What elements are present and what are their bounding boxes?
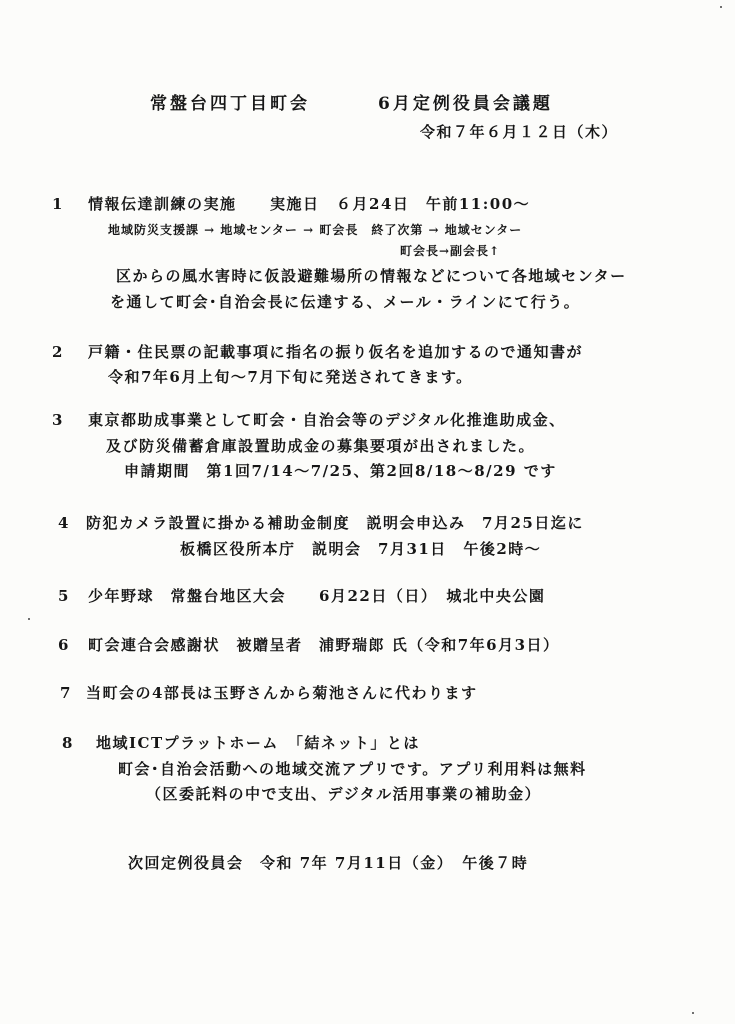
item-1-body-2: を通して町会･自治会長に伝達する、メール・ラインにて行う。 <box>110 293 581 311</box>
item-8-number: 8 <box>62 734 74 752</box>
scan-speck <box>692 1012 694 1014</box>
item-6-number: 6 <box>58 636 70 654</box>
item-3-line-3: 申請期間 第1回7/14～7/25、第2回8/18～8/29 です <box>124 462 557 480</box>
item-4-number: 4 <box>58 514 70 532</box>
item-3-line-2: 及び防災備蓄倉庫設置助成金の募集要項が出されました。 <box>106 437 536 455</box>
item-7-number: 7 <box>60 684 72 702</box>
scan-speck <box>720 6 722 8</box>
item-2-number: 2 <box>52 343 64 361</box>
item-4-line-1: 防犯カメラ設置に掛かる補助金制度 説明会申込み 7月25日迄に <box>86 514 584 532</box>
item-5-number: 5 <box>58 587 70 605</box>
title-meeting: 6月定例役員会議題 <box>378 94 553 114</box>
item-1-body-1: 区からの風水害時に仮設避難場所の情報などについて各地域センター <box>116 267 627 285</box>
item-1-date: 実施日 ６月24日 午前11:00～ <box>270 195 531 213</box>
item-1-number: 1 <box>52 195 64 213</box>
item-1-heading: 情報伝達訓練の実施 <box>88 195 237 213</box>
item-2-line-2: 令和7年6月上旬～7月下旬に発送されてきます。 <box>108 368 473 386</box>
item-8-line-2: 町会･自治会活動への地域交流アプリです。アプリ利用料は無料 <box>118 760 587 778</box>
scan-speck <box>28 618 30 620</box>
item-6-line-1: 町会連合会感謝状 被贈呈者 浦野瑞郎 氏（令和7年6月3日） <box>88 636 560 654</box>
item-1-flow-1: 地域防災支援課 → 地域センター → 町会長 終了次第 → 地域センター <box>108 223 523 237</box>
item-2-line-1: 戸籍・住民票の記載事項に指名の振り仮名を追加するので通知書が <box>88 343 584 361</box>
meeting-date: 令和７年６月１２日（木） <box>420 123 619 141</box>
item-8-line-3: （区委託料の中で支出、デジタル活用事業の補助金） <box>146 785 542 803</box>
item-5-line-1: 少年野球 常盤台地区大会 6月22日（日） 城北中央公園 <box>88 587 546 605</box>
item-1-flow-2: 町会長→副会長↑ <box>400 244 501 258</box>
next-meeting: 次回定例役員会 令和 7年 7月11日（金） 午後７時 <box>128 854 529 872</box>
title-org: 常盤台四丁目町会 <box>150 94 310 114</box>
item-3-line-1: 東京都助成事業として町会・自治会等のデジタル化推進助成金、 <box>88 411 566 429</box>
item-7-line-1: 当町会の4部長は玉野さんから菊池さんに代わります <box>86 684 478 702</box>
item-8-line-1: 地域ICTプラットホーム 「結ネット」とは <box>96 734 420 752</box>
item-4-line-2: 板橋区役所本庁 説明会 7月31日 午後2時～ <box>180 540 542 558</box>
item-3-number: 3 <box>52 411 64 429</box>
